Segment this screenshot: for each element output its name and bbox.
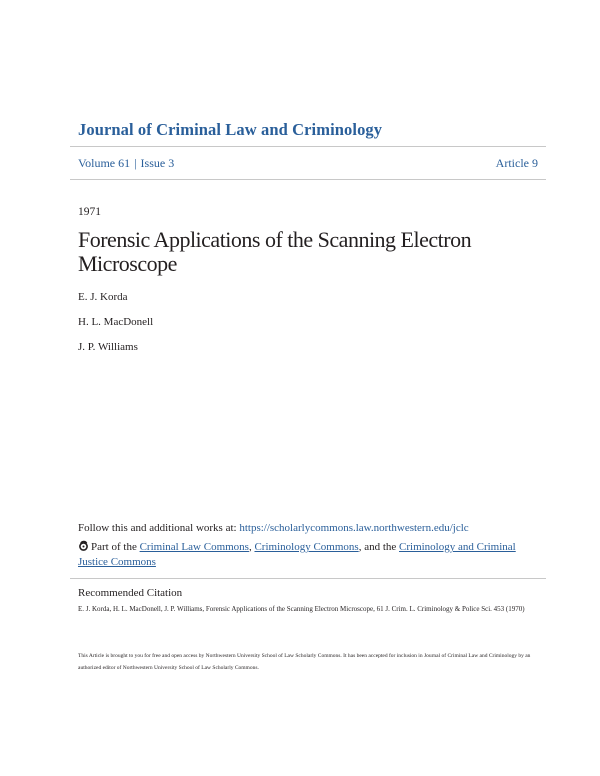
author-2: H. L. MacDonell — [78, 316, 154, 328]
volume-link[interactable]: Volume 61 — [78, 156, 131, 170]
follow-line — [78, 521, 538, 536]
author-1: E. J. Korda — [78, 291, 128, 303]
article-number-link[interactable]: Article 9 — [495, 156, 538, 170]
criminal-law-commons-link[interactable]: Criminal Law Commons — [139, 541, 249, 553]
citation-text: E. J. Korda, H. L. MacDonell, J. P. Williams, Forensic Applications of the Scanning Electron Microscope, 61 J. Crim. L. Criminology & Police Sci. 453 (1970) — [78, 605, 525, 613]
part-of-commons — [78, 540, 538, 569]
divider-citation — [70, 578, 546, 579]
open-access-notice: This Article is brought to you for free and open access by Northwestern University School of Law Scholarly Commons. It has been accepted for inclusion in Journal of Criminal Law and Criminology by an authorized editor of Northwestern University School of Law Scholarly Commons. — [78, 653, 531, 671]
and-the-text: , and the — [358, 541, 400, 553]
open-access-icon — [78, 540, 89, 551]
publication-year: 1971 — [78, 206, 101, 218]
journal-title-link[interactable]: Journal of Criminal Law and Criminology — [78, 120, 383, 139]
follow-text: Follow this and additional works at: — [78, 522, 240, 534]
part-of-prefix: Part of the — [91, 541, 140, 553]
article-title: Forensic Applications of the Scanning Electron Microscope — [78, 227, 472, 276]
separator: | — [134, 156, 137, 170]
repository-url-link[interactable]: https://scholarlycommons.law.northwestern.edu/jclc — [239, 522, 469, 534]
recommended-citation-heading: Recommended Citation — [78, 587, 183, 599]
criminology-criminal-justice-commons-link[interactable]: Criminology and Criminal Justice Commons — [78, 541, 516, 568]
issue-link[interactable]: Issue 3 — [140, 156, 175, 170]
divider-top — [70, 146, 546, 147]
divider-bottom — [70, 179, 546, 180]
author-3: J. P. Williams — [78, 341, 138, 353]
criminology-commons-link[interactable]: Criminology Commons — [254, 541, 359, 553]
comma-text: , — [248, 541, 255, 553]
